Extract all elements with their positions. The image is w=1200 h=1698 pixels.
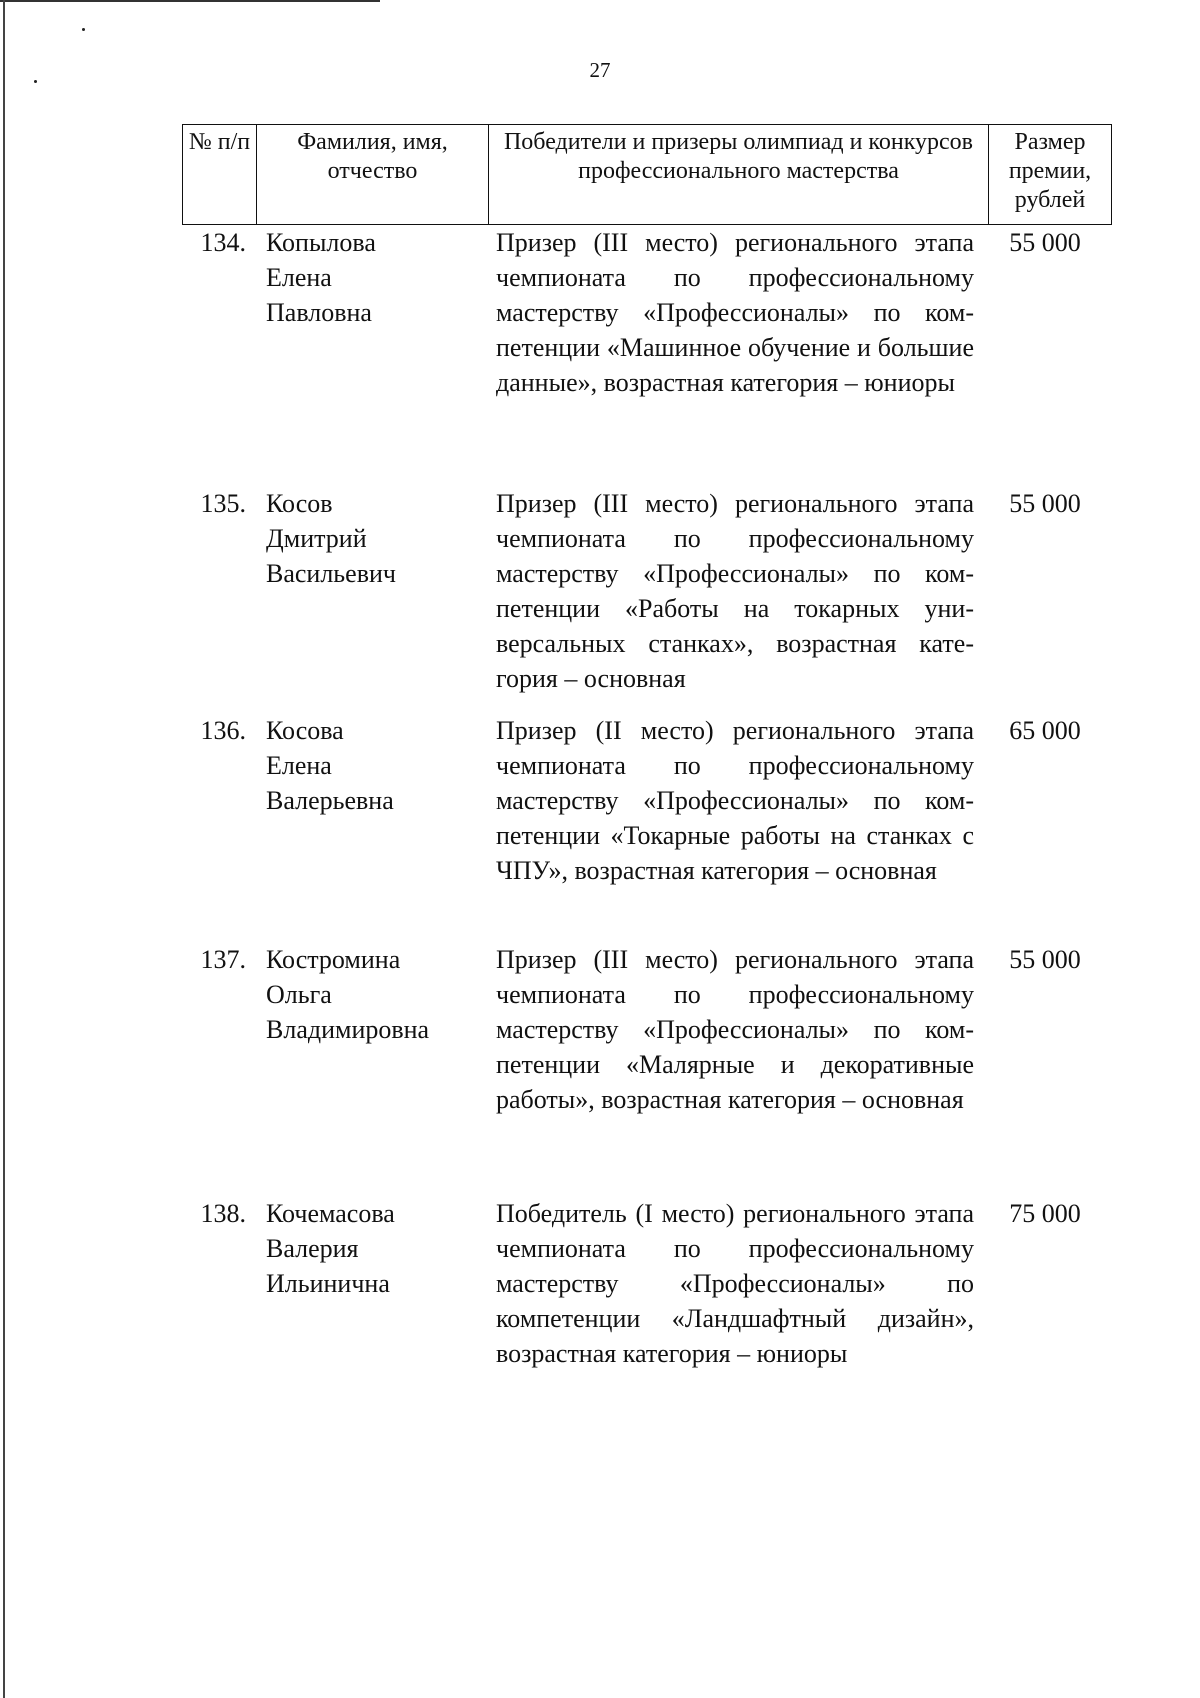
page-number: 27 <box>589 58 611 82</box>
prize-amount: 65 000 <box>1009 716 1081 745</box>
prize-amount: 55 000 <box>1009 228 1081 257</box>
person-name <box>266 486 476 591</box>
achievement-description: Призер (III место) регионального этапа чемпионата по профессиональному мастерству «Профессионалы» по компетенции «Машинное обучение и большие данные», возрастная категория – юниоры <box>496 228 974 397</box>
header-number: № п/п <box>183 125 257 224</box>
header-achievement: Победители и призеры олимпиад и конкурсов профессионального мастерства <box>489 125 989 224</box>
achievement-description: Призер (III место) регионального этапа чемпионата по профессиональному мастерству «Профессионалы» по компетенции «Работы на токарных универсальных станках», возрастная категория – основная <box>496 489 974 693</box>
prize-amount: 55 000 <box>1009 945 1081 974</box>
surname: Кочемасова <box>266 1199 395 1228</box>
achievement-description: Призер (II место) регионального этапа чемпионата по профессиональному мастерству «Профессионалы» по компетенции «Токарные работы на станках с ЧПУ», возрастная категория – основная <box>496 716 974 885</box>
scan-edge-top <box>0 0 380 2</box>
first-name: Елена <box>266 263 332 292</box>
scan-edge-left <box>3 0 5 1698</box>
surname: Косова <box>266 716 344 745</box>
first-name: Ольга <box>266 980 332 1009</box>
row-number: 136. <box>200 716 246 745</box>
person-name <box>266 225 476 330</box>
row-number: 138. <box>200 1199 246 1228</box>
table-header <box>182 124 1112 225</box>
row-number: 137. <box>200 945 246 974</box>
patronymic: Павловна <box>266 298 372 327</box>
achievement-description: Победитель (I место) регионального этапа чемпионата по профессиональному мастерству «Профессионалы» по компетенции «Ландшафтный дизайн», возрастная категория – юниоры <box>496 1199 974 1368</box>
header-full-name: Фамилия, имя, отчество <box>257 125 489 224</box>
header-prize-amount: Размер премии, рублей <box>1008 129 1092 213</box>
prize-amount: 75 000 <box>1009 1199 1081 1228</box>
first-name: Валерия <box>266 1234 359 1263</box>
surname: Копылова <box>266 228 376 257</box>
person-name <box>266 713 476 818</box>
person-name <box>266 942 476 1047</box>
patronymic: Ильинична <box>266 1269 390 1298</box>
scan-speck <box>82 28 85 31</box>
surname: Косов <box>266 489 333 518</box>
patronymic: Валерьевна <box>266 786 394 815</box>
row-number: 134. <box>200 228 246 257</box>
surname: Костромина <box>266 945 401 974</box>
first-name: Дмитрий <box>266 524 367 553</box>
person-name <box>266 1196 476 1301</box>
first-name: Елена <box>266 751 332 780</box>
prize-amount: 55 000 <box>1009 489 1081 518</box>
row-number: 135. <box>200 489 246 518</box>
patronymic: Владимировна <box>266 1015 430 1044</box>
achievement-description: Призер (III место) регионального этапа чемпионата по профессиональному мастерству «Профессионалы» по компетенции «Малярные и декоративные работы», возрастная категория – основная <box>496 945 974 1114</box>
patronymic: Васильевич <box>266 559 396 588</box>
